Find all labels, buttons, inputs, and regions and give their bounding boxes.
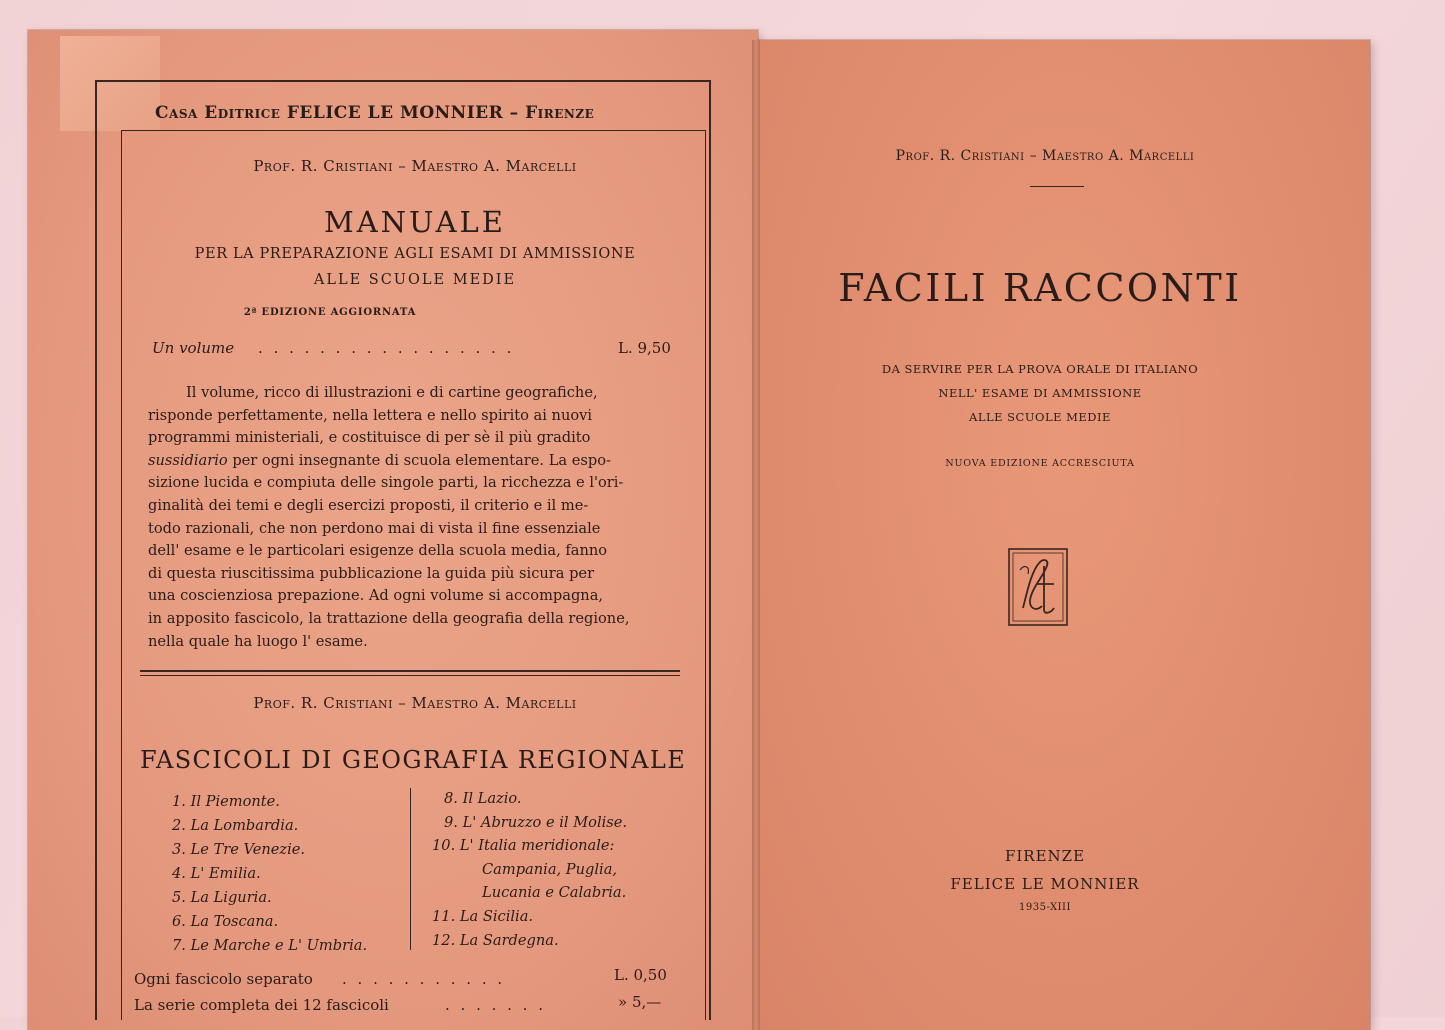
cover-edition: NUOVA EDIZIONE ACCRESCIUTA	[945, 458, 1135, 469]
region-item: 10. L' Italia meridionale:	[432, 837, 615, 855]
manuale-description	[148, 382, 678, 653]
cover-year: 1935-XIII	[1019, 902, 1071, 913]
region-item: 6. La Toscana.	[172, 913, 279, 930]
region-item: 3. Le Tre Venezie.	[172, 841, 306, 858]
region-item: 9. L' Abruzzo e il Molise.	[444, 813, 628, 831]
desc-line: Il volume, ricco di illustrazioni e di cartine geografiche,	[186, 384, 598, 401]
desc-line: ginalità dei temi e degli esercizi proposti, il criterio e il me-	[148, 496, 589, 514]
serie-price-label: La serie completa dei 12 fascicoli	[134, 996, 389, 1014]
book-spine	[752, 40, 760, 1030]
region-item: 5. La Liguria.	[172, 889, 272, 906]
manuale-subtitle-1: PER LA PREPARAZIONE AGLI ESAMI DI AMMISSIONE	[194, 246, 636, 262]
cover-title: FACILI RACCONTI	[838, 266, 1242, 310]
manuale-subtitle-2: ALLE SCUOLE MEDIE	[313, 272, 517, 288]
region-item: 4. L' Emilia.	[172, 865, 261, 882]
region-item-continued: Lucania e Calabria.	[482, 884, 627, 902]
desc-line: programmi ministeriali, e costituisce di per sè il più gradito	[148, 429, 591, 447]
manuale-price-dots: . . . . . . . . . . . . . . . . .	[258, 339, 515, 357]
fascicoli-title: FASCICOLI DI GEOGRAFIA REGIONALE	[140, 746, 687, 774]
region-item: 11. La Sicilia.	[432, 907, 534, 925]
desc-line-text: per ogni insegnante di scuola elementare. La espo-	[232, 451, 611, 469]
serie-price: » 5,—	[618, 993, 662, 1011]
publisher-rule	[121, 130, 706, 131]
desc-line: todo razionali, che non perdono mai di vista il fine essenziale	[148, 519, 601, 537]
cover-subtitle-3: ALLE SCUOLE MEDIE	[969, 410, 1111, 424]
regions-divider	[410, 788, 411, 950]
cover-authors: Prof. R. Cristiani – Maestro A. Marcelli	[895, 148, 1195, 164]
region-item: 8. Il Lazio.	[444, 790, 522, 807]
desc-line: in apposito fascicolo, la trattazione della geografia della regione,	[148, 609, 630, 627]
cover-subtitle-1: DA SERVIRE PER LA PROVA ORALE DI ITALIANO	[881, 362, 1199, 376]
manuale-edition: 2ª EDIZIONE AGGIORNATA	[243, 307, 417, 318]
publisher-monogram-logo	[1008, 548, 1068, 626]
regions-list-right	[432, 787, 627, 952]
desc-line: sizione lucida e compiuta delle singole parti, la ricchezza e l'ori-	[148, 474, 624, 492]
regions-list-left	[172, 790, 367, 958]
desc-line	[148, 450, 678, 473]
ad-publisher: Casa Editrice FELICE LE MONNIER – Firenze	[155, 103, 595, 123]
desc-line: di questa riuscitissima pubblicazione la guida più sicura per	[148, 564, 595, 582]
cover-subtitle-2: NELL' ESAME DI AMMISSIONE	[938, 386, 1142, 400]
cover-city: FIRENZE	[1004, 847, 1086, 865]
region-item: 1. Il Piemonte.	[172, 793, 280, 810]
section-rule-2	[140, 675, 680, 676]
desc-italic-word: sussidiario	[148, 451, 228, 469]
section-rule-1	[140, 670, 680, 672]
desc-line: nella quale ha luogo l' esame.	[148, 632, 368, 650]
region-item: 2. La Lombardia.	[172, 817, 299, 834]
desc-line: una coscienziosa prepazione. Ad ogni volume si accompagna,	[148, 587, 604, 605]
manuale-authors: Prof. R. Cristiani – Maestro A. Marcelli	[253, 157, 577, 175]
region-item-continued: Campania, Puglia,	[482, 860, 618, 878]
monogram-svg	[1008, 548, 1068, 626]
manuale-price: L. 9,50	[618, 339, 671, 357]
desc-line: risponde perfettamente, nella lettera e nello spirito ai nuovi	[148, 406, 593, 424]
serie-price-dots: . . . . . . .	[445, 996, 546, 1014]
fascicolo-price-dots: . . . . . . . . . . .	[342, 970, 506, 988]
fascicoli-authors: Prof. R. Cristiani – Maestro A. Marcelli	[253, 694, 577, 712]
fascicolo-price: L. 0,50	[614, 966, 667, 984]
fascicolo-price-label: Ogni fascicolo separato	[134, 970, 313, 988]
cover-publisher: FELICE LE MONNIER	[950, 875, 1140, 893]
region-item: 7. Le Marche e L' Umbria.	[172, 937, 368, 954]
cover-author-rule	[1030, 186, 1084, 187]
manuale-title: MANUALE	[324, 205, 506, 239]
region-item: 12. La Sardegna.	[432, 931, 559, 949]
desc-line: dell' esame e le particolari esigenze della scuola media, fanno	[148, 542, 608, 560]
manuale-price-label: Un volume	[152, 339, 235, 357]
